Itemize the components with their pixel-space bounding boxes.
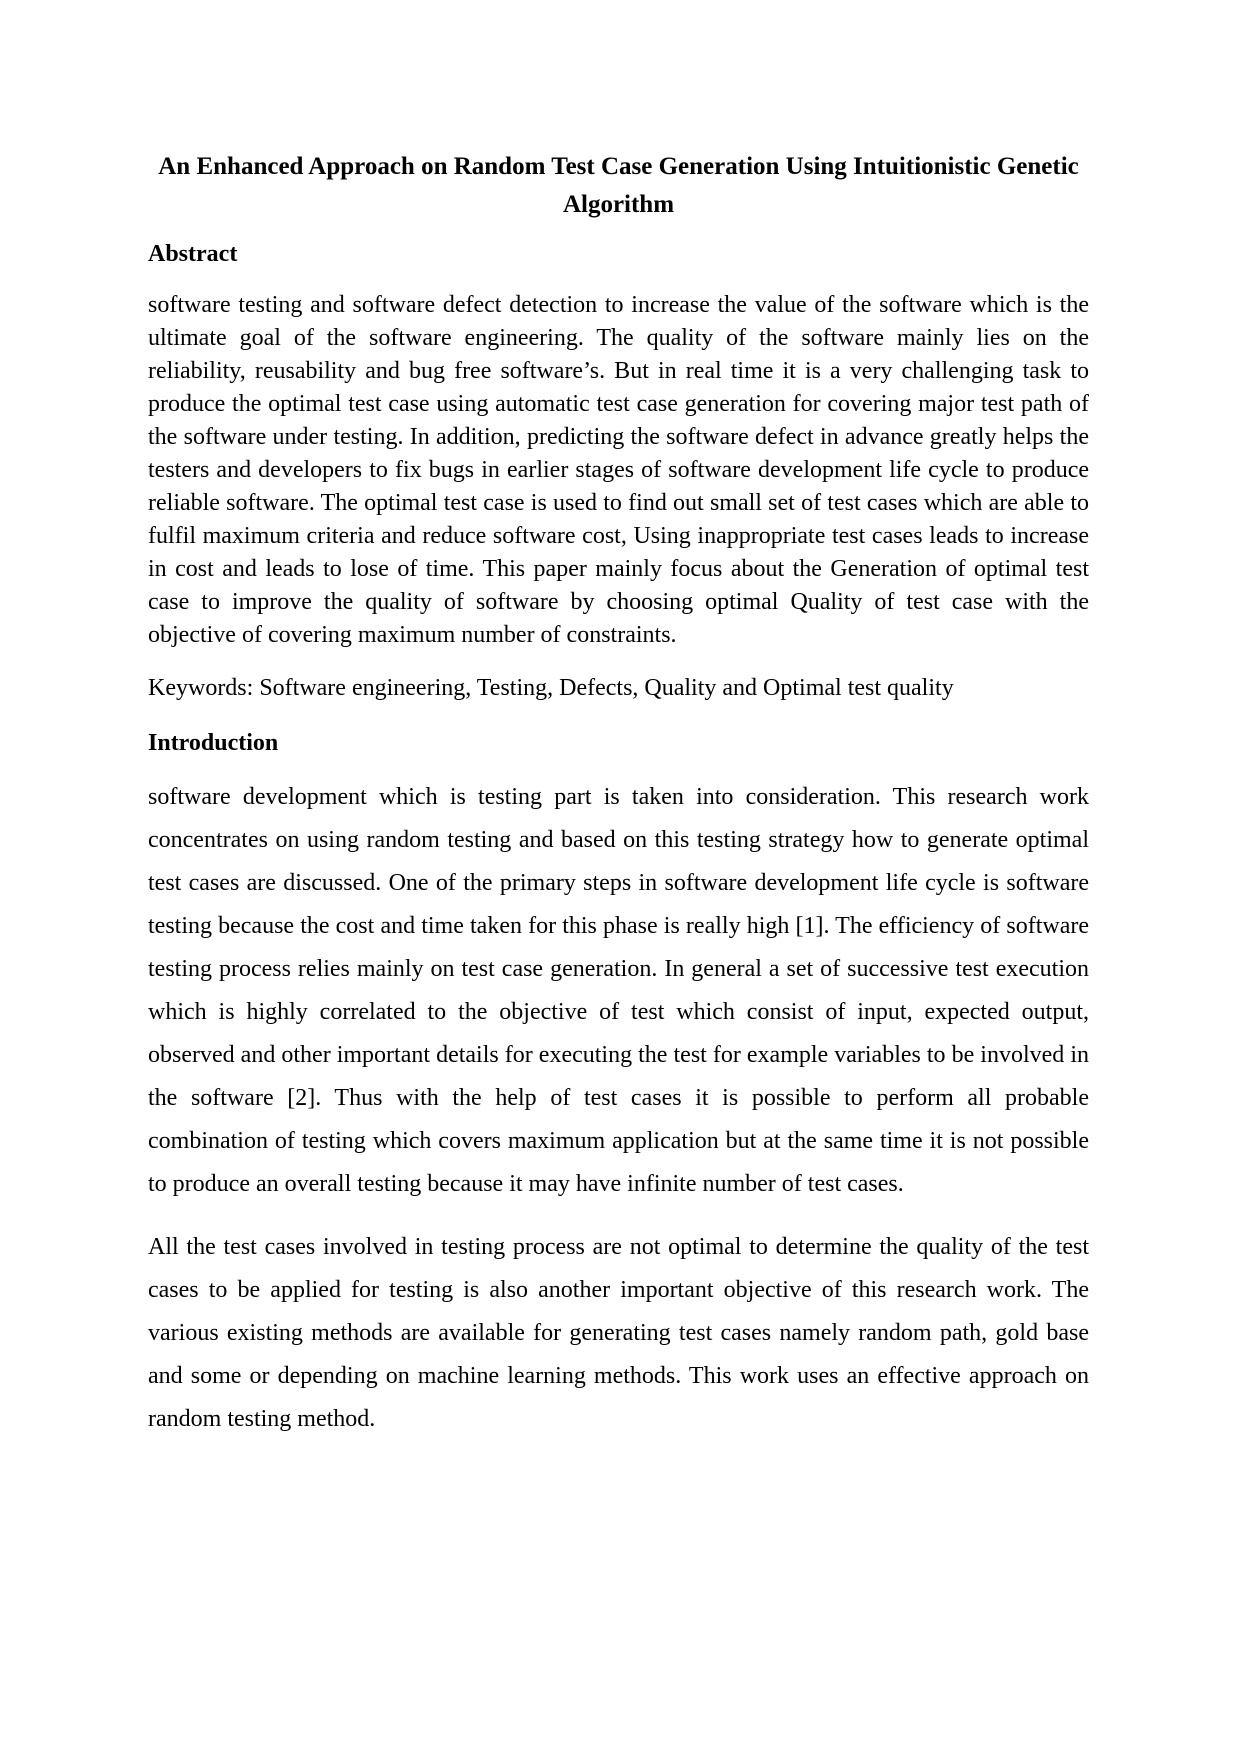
abstract-paragraph: software testing and software defect detection to increase the value of the software which is the ultimate goal of the software engineering. The quality of the software mainly lies on the reliability, reusability and bug free software’s. But in real time it is a very challenging task to produce the optimal test case using automatic test case generation for covering major test path of the software under testing. In addition, predicting the software defect in advance greatly helps the testers and developers to fix bugs in earlier stages of software development life cycle to produce reliable software. The optimal test case is used to find out small set of test cases which are able to fulfil maximum criteria and reduce software cost, Using inappropriate test cases leads to increase in cost and leads to lose of time. This paper mainly focus about the Generation of optimal test case to improve the quality of software by choosing optimal Quality of test case with the objective of covering maximum number of constraints. xyxy=(148,292,1089,648)
document-content xyxy=(148,0,1089,1441)
abstract-heading: Abstract xyxy=(148,241,238,267)
paper-title xyxy=(148,148,1089,224)
keywords-line: Keywords: Software engineering, Testing, Defects, Quality and Optimal test quality xyxy=(148,675,954,701)
paper-title-line-1: An Enhanced Approach on Random Test Case Generation Using Intuitionistic Genetic xyxy=(158,153,1079,180)
introduction-paragraph-2: All the test cases involved in testing process are not optimal to determine the quality of the test cases to be applied for testing is also another important objective of this research work. The various existing methods are available for generating test cases namely random path, gold base and some or depending on machine learning methods. This work uses an effective approach on random testing method. xyxy=(148,1234,1089,1432)
paper-title-line-2: Algorithm xyxy=(562,191,675,218)
introduction-heading: Introduction xyxy=(148,730,279,756)
introduction-paragraph-1: software development which is testing part is taken into consideration. This research work concentrates on using random testing and based on this testing strategy how to generate optimal test cases are discussed. One of the primary steps in software development life cycle is software testing because the cost and time taken for this phase is really high [1]. The efficiency of software testing process relies mainly on test case generation. In general a set of successive test execution which is highly correlated to the objective of test which consist of input, expected output, observed and other important details for executing the test for example variables to be involved in the software [2]. Thus with the help of test cases it is possible to perform all probable combination of testing which covers maximum application but at the same time it is not possible to produce an overall testing because it may have infinite number of test cases. xyxy=(148,784,1089,1197)
